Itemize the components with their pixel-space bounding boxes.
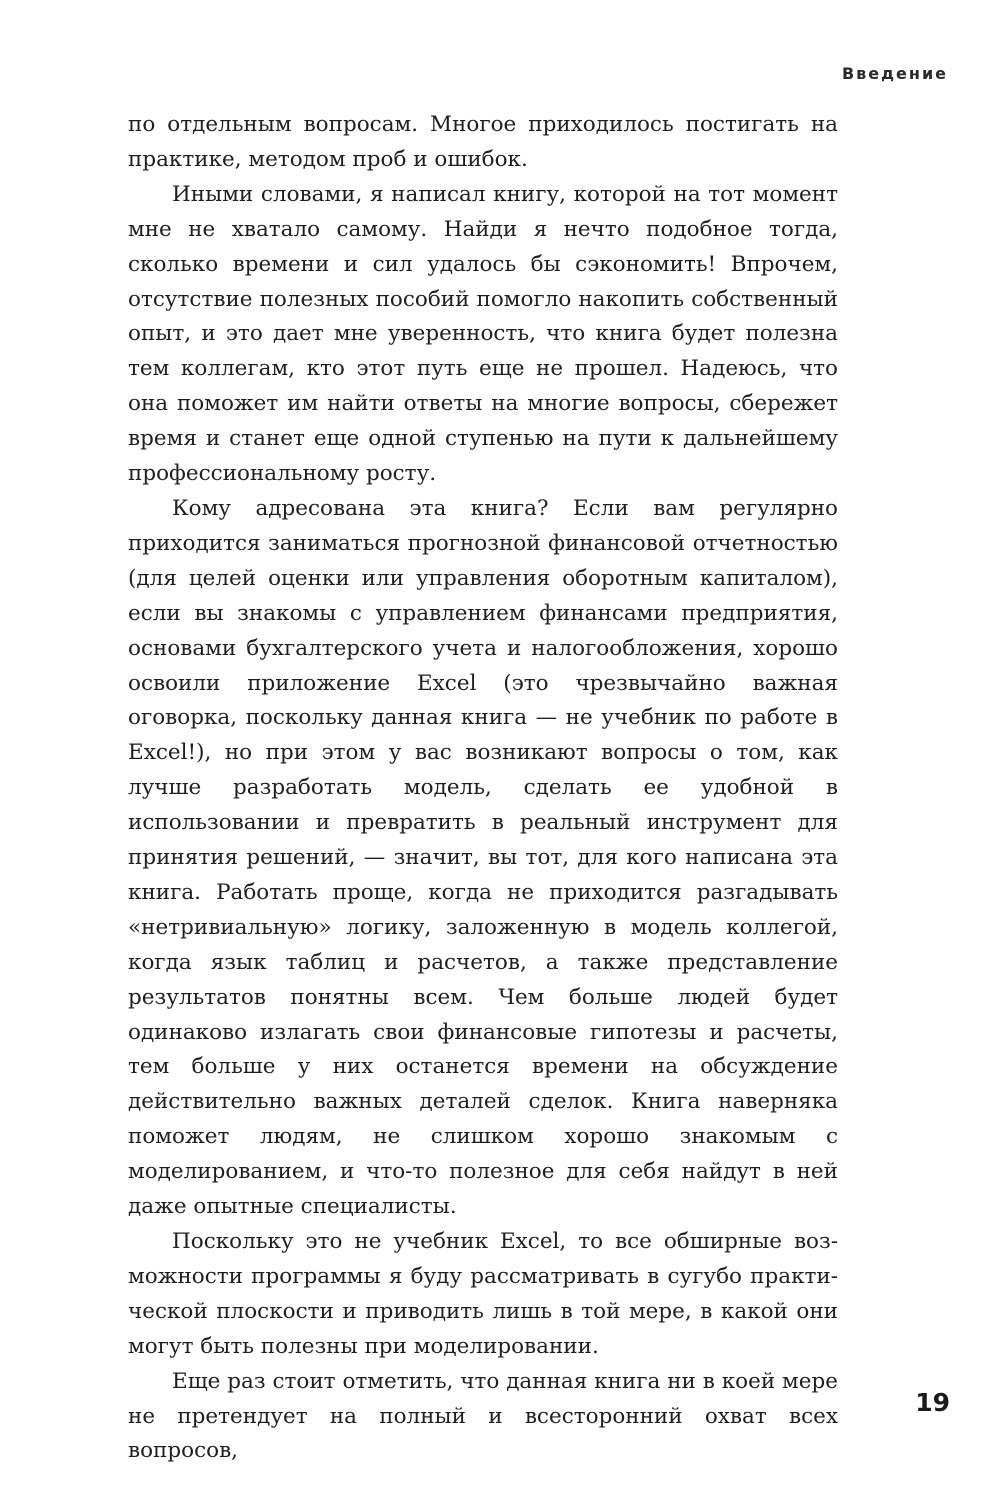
paragraph-4: Поскольку это не учебник Excel, то все обширные возможности программы я буду рассматривать в сугубо практической плоскости и приводить лишь в той мере, в какой они могут быть полезны при моделировании. (128, 1229, 838, 1359)
page-number: 19 (915, 1388, 950, 1417)
paragraph-1: по отдельным вопросам. Многое приходилось постигать на практике, методом проб и ошибок. (128, 112, 838, 172)
paragraph-3: Кому адресована эта книга? Если вам регулярно приходится заниматься прогнозной финансовой отчетностью (для целей оценки или управления оборотным капиталом), если вы знакомы с управлением финансами предприятия, основами бухгалтерского учета и налогообложения, хорошо освоили приложение Excel (это чрезвычайно важная оговорка, поскольку данная книга — не учебник по работе в Excel!), но при этом у вас возникают вопросы о том, как лучше разработать модель, сделать ее удобной в использовании и превратить в реальный инструмент для принятия решений, — значит, вы тот, для кого написана эта книга. Работать проще, когда не приходится разгадывать «нетривиальную» логику, заложенную в модель коллегой, когда язык таблиц и расчетов, а также представление результатов понятны всем. Чем больше людей будет одинаково излагать свои финансовые гипотезы и расчеты, тем больше у них останется времени на обсуждение действительно важных деталей сделок. Книга наверняка поможет людям, не слишком хорошо знакомым с моделированием, и что-то полезное для себя найдут в ней даже опытные специалисты. (128, 495, 838, 1220)
running-header-section-title: Введение (841, 64, 948, 83)
paragraph-2: Иными словами, я написал книгу, которой на тот момент мне не хватало самому. Найди я нечто подобное тогда, сколько времени и сил удалось бы сэкономить! Впрочем, отсутствие полезных пособий помогло накопить собственный опыт, и это дает мне уверенность, что книга будет полезна тем коллегам, кто этот путь еще не прошел. Надеюсь, что она поможет им найти ответы на многие вопросы, сбережет время и станет еще одной ступенью на пути к дальнейшему профессиональному росту. (128, 181, 838, 487)
paragraph-5: Еще раз стоит отметить, что данная книга ни в коей мере не претендует на полный и всесторонний охват всех вопросов, (128, 1368, 838, 1464)
body-text (128, 108, 838, 1469)
